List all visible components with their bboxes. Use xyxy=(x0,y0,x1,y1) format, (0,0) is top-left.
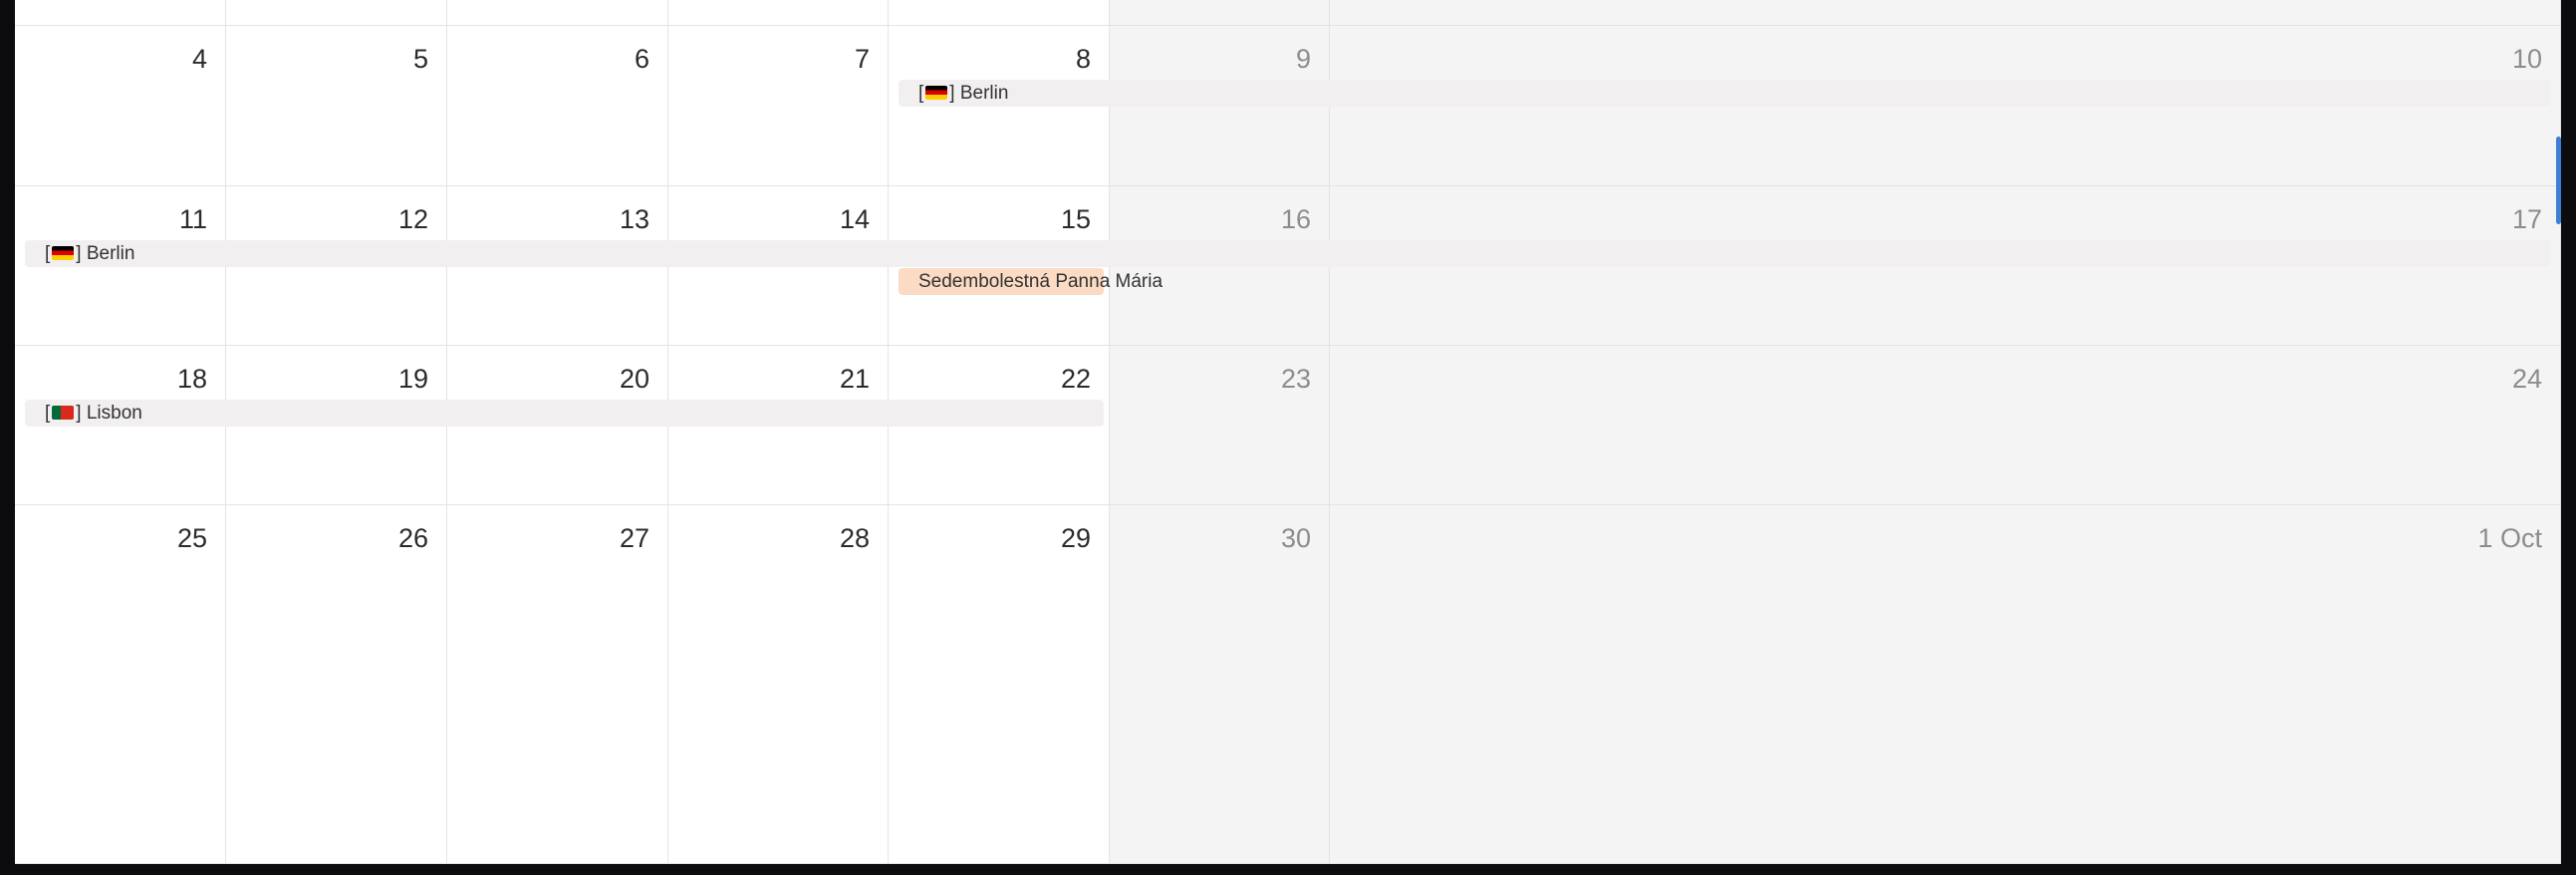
day-number: 10 xyxy=(2511,44,2542,74)
day-cell-previous-week[interactable] xyxy=(447,0,668,26)
event-label: Berlin xyxy=(959,83,1009,104)
day-cell[interactable] xyxy=(1110,505,1330,864)
day-number: 20 xyxy=(619,364,649,394)
day-cell-previous-week[interactable] xyxy=(226,0,447,26)
day-cell[interactable] xyxy=(226,505,447,864)
portugal-flag-icon xyxy=(52,406,74,420)
day-number: 11 xyxy=(178,204,207,234)
vertical-scrollbar[interactable] xyxy=(2556,137,2561,224)
day-cell[interactable] xyxy=(1330,505,2561,864)
day-cell[interactable] xyxy=(889,505,1110,864)
day-cell[interactable] xyxy=(668,505,889,864)
day-number: 12 xyxy=(397,204,428,234)
day-cell[interactable] xyxy=(226,26,447,186)
day-number: 26 xyxy=(397,523,428,553)
month-grid xyxy=(15,15,2561,864)
day-cell-previous-week[interactable] xyxy=(1330,0,2561,26)
event-label: Lisbon xyxy=(86,403,142,424)
event-berlin[interactable]: [ ] Berlin xyxy=(899,80,2551,107)
day-cell-previous-week[interactable] xyxy=(1110,0,1330,26)
day-number: 5 xyxy=(412,44,428,74)
germany-flag-icon xyxy=(52,246,74,260)
day-number: 17 xyxy=(2511,204,2542,234)
day-number: 14 xyxy=(839,204,870,234)
day-cell-previous-week[interactable] xyxy=(889,0,1110,26)
day-number: 29 xyxy=(1060,523,1091,553)
day-number: 4 xyxy=(191,44,207,74)
day-number: 27 xyxy=(619,523,649,553)
day-cell[interactable] xyxy=(1110,346,1330,505)
day-number: 28 xyxy=(839,523,870,553)
day-cell[interactable] xyxy=(447,505,668,864)
day-number: 19 xyxy=(397,364,428,394)
event-berlin[interactable]: [ ] Berlin xyxy=(25,240,2551,267)
day-number: 8 xyxy=(1075,44,1091,74)
day-cell[interactable] xyxy=(1330,346,2561,505)
day-number: 23 xyxy=(1280,364,1311,394)
event-label: Sedembolestná Panna Mária xyxy=(918,271,1163,292)
day-number: 13 xyxy=(619,204,649,234)
event-lisbon[interactable]: [ ] Lisbon xyxy=(25,400,1104,427)
day-number: 1 Oct xyxy=(2477,523,2542,553)
event-sedembolestn-panna-m-ria[interactable] xyxy=(899,268,1163,295)
day-number: 9 xyxy=(1295,44,1311,74)
day-number: 18 xyxy=(176,364,207,394)
day-number: 7 xyxy=(854,44,870,74)
day-number: 24 xyxy=(2511,364,2542,394)
day-cell[interactable] xyxy=(668,26,889,186)
day-number: 16 xyxy=(1280,204,1311,234)
day-cell[interactable] xyxy=(447,26,668,186)
day-cell-previous-week[interactable] xyxy=(15,0,226,26)
day-cell[interactable] xyxy=(15,505,226,864)
day-number: 15 xyxy=(1060,204,1091,234)
day-cell-previous-week[interactable] xyxy=(668,0,889,26)
germany-flag-icon xyxy=(925,86,947,100)
day-number: 30 xyxy=(1280,523,1311,553)
day-number: 25 xyxy=(176,523,207,553)
day-number: 21 xyxy=(839,364,870,394)
day-number: 22 xyxy=(1060,364,1091,394)
day-number: 6 xyxy=(634,44,649,74)
day-cell[interactable] xyxy=(15,26,226,186)
event-label: Berlin xyxy=(86,243,135,264)
calendar-window xyxy=(15,15,2561,864)
